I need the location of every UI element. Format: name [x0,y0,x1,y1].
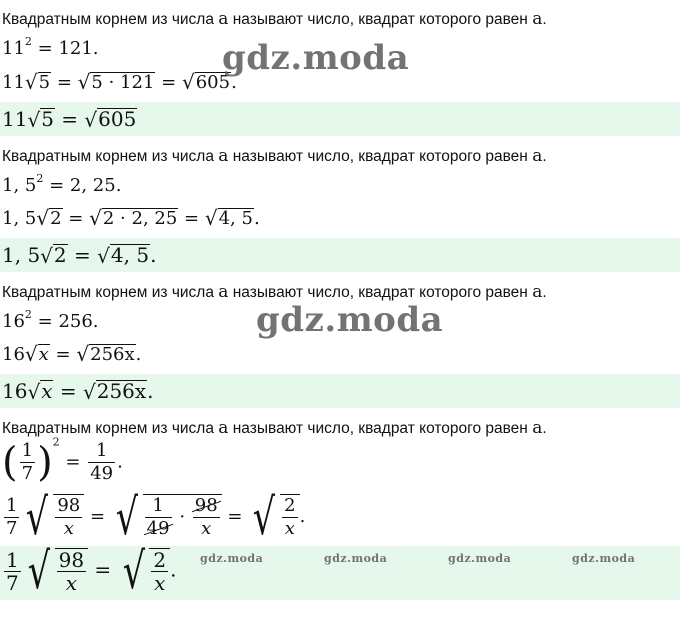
rule-text-2: Квадратным корнем из числа a называют число, квадрат которого равен a. [2,146,547,166]
step-1-4: ( $\frac{1}{7}$ )$^2$ = $\frac{1}{49}$ . [2,435,123,486]
rule-text-1: Квадратным корнем из числа a называют число, квадрат которого равен a. [2,9,547,29]
answer-3: 16√x = √256x. [2,379,154,404]
watermark-logo: gdz.moda [572,552,636,565]
rule-text-3: Квадратным корнем из числа a называют число, квадрат которого равен a. [2,282,547,302]
step-2-1: 11√5 = √5 · 121 = √605. [2,70,237,94]
answer-4: $\frac{1}{7}$ √ $\frac{98}{x}$ = √ $\frac{2}{x}$ . [6,542,177,600]
answer-box-2 [0,238,680,272]
step-1-2: 1, $5^2 = 2$, 25. [2,172,122,196]
step-2-4: $\frac{1}{7}$ √ $\frac{98}{x}$ = √ $\frac{1}{49}$ · $\frac{98}{x}$ = √ $\frac{2}{x}$ . [6,488,306,546]
step-1-3: $16^2 = 256$. [2,308,99,332]
watermark-logo: gdz.moda [324,552,388,565]
answer-box-1 [0,102,680,136]
answer-2: 1, 5√2 = √4, 5. [2,243,157,268]
watermark-logo: gdz.moda [256,300,444,340]
step-1-1: $11^2 = 121$. [2,35,99,59]
step-2-3: 16√x = √256x. [2,342,142,366]
answer-box-3 [0,374,680,408]
answer-1: 11√5 = √605 [2,107,137,132]
watermark-logo: gdz.moda [448,552,512,565]
watermark-logo: gdz.moda [222,38,410,78]
watermark-logo: gdz.moda [200,552,264,565]
step-2-2: 1, 5√2 = √2 · 2, 25 = √4, 5. [2,206,260,230]
rule-text-4: Квадратным корнем из числа a называют число, квадрат которого равен a. [2,418,547,438]
